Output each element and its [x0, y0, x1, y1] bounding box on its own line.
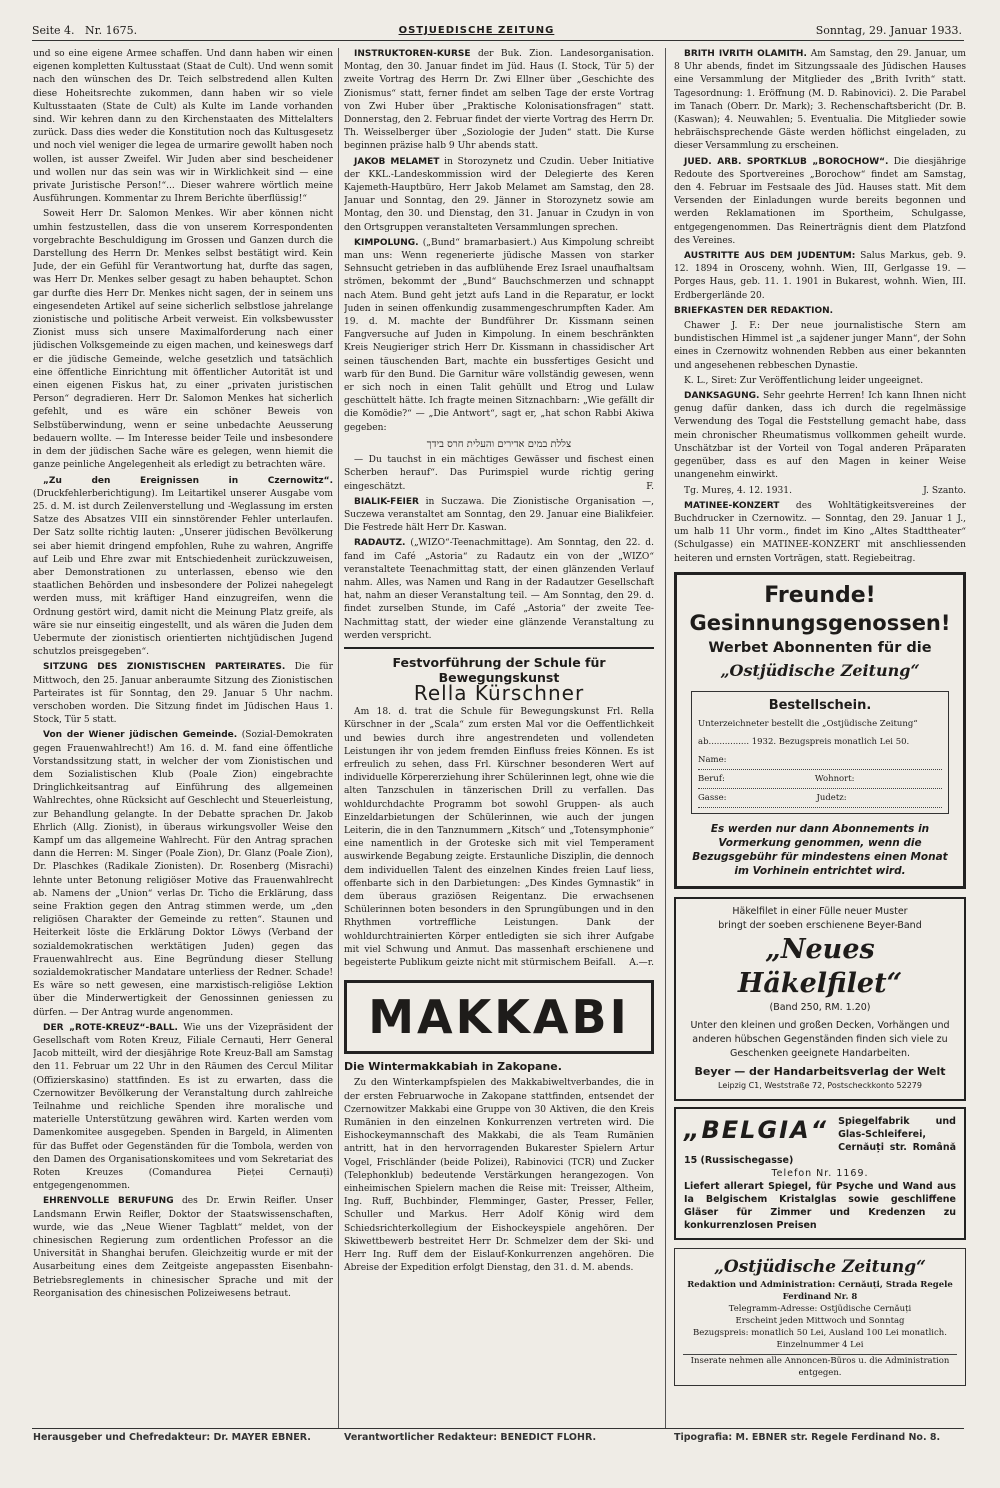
ad-line: Beyer — der Handarbeitsverlag der Welt [694, 1064, 946, 1078]
article [33, 729, 333, 1019]
belgia-logo: „BELGIA“ [684, 1115, 829, 1144]
column-3 [674, 48, 966, 1426]
article [33, 661, 333, 727]
article-heading: SITZUNG DES ZIONISTISCHEN PARTEIRATES. [43, 662, 286, 673]
ad-title: „Neues Häkelfilet“ [737, 933, 903, 999]
article-signature: F. [646, 481, 654, 492]
article [33, 1022, 333, 1194]
article-heading: BRITH IVRITH OLAMITH. [684, 49, 807, 59]
article-heading: KIMPOLUNG. [354, 237, 419, 248]
article [674, 305, 966, 318]
article-text: Soweit Herr Dr. Salomon Menkes. Wir aber können nicht umhin festzustellen, dass die von unserem Korrespondenten vorgebrachte Beschuldigung im Grossen und Ganzen durch die Darstellung des Herrn Dr. Menkes selbst bestätigt wird. Kein Jude, der ein Gefühl für Verantwortung hat, durfte das sagen, was Herr Dr. Menkes selber gesagt zu haben behauptet. Schon gar durfte dies Herr Dr. Menkes nicht sagen, der in seinem uns eingesendeten Artikel auf seine sicherlich selbstlose jahrelange zionistische und politische Arbeit verweist. Ein volksbewusster Zionist muss sich unsere Maximalforderung nach einer jüdischen Volksgemeinde zu eigen machen, und keineswegs darf er die jüdische Gemeinde, welche gesetzlich und tatsächlich eine öffentliche Einrichtung mit öffentlicher Autorität ist und einen eigenen Fiskus hat, zu einer „privaten juristischen Person“ degradieren. Herr Dr. Salomon Menkes hat sicherlich gefehlt, und es wäre ein schöner Beweis von Selbstüberwindung, wenn er seine unbedachte Aeusserung bedauern wollte. — Im Interesse beider Teile und insbesondere in dem der jüdischen Sache wäre es gelegen, wenn hiemit die ganze peinliche Angelegenheit als erledigt zu betrachten wäre. [33, 209, 333, 471]
footer-printer: Tipografia: M. EBNER str. Regele Ferdinand No. 8. [674, 1432, 941, 1443]
article-text: Am Samstag, den 29. Januar, um 8 Uhr abends, findet im Sitzungssaale des Jüdischen Hauses eine Versammlung der Mitglieder des „Brith Ivrith“ statt. Tagesordnung: 1. Eröffnung (M. D. Rabinovici). 2. Die Parabel im Tanach (Oberr. Dr. Mark); 3. Rechenschaftsbericht (Dr. B. (Kaswan); 4. Neuwahlen; 5. Eventualia. Die Mitglieder sowie hebräischsprechende Gäste werden höflichst eingeladen, zu dieser Versammlung zu erscheinen. [674, 49, 966, 152]
article-text: in Storozynetz und Czudin. Ueber Initiative der KKL.-Landeskommission wird der Delegierte des Keren Kajemeth-Hauptbüro, Herr Jakob Melamet am Samstag, den 28. Januar und Sonntag, den 29. Jänner in Storozynetz sowie am Montag, den 30. und Dienstag, den 31. Januar in Czudyn in von den Ortsgruppen veranstalteten Versammlungen sprechen. [344, 156, 654, 233]
article [344, 496, 654, 536]
article-heading: „Zu den Ereignissen in Czernowitz“. [43, 475, 333, 486]
article-heading: JAKOB MELAMET [354, 156, 440, 167]
ad-line: Telefon Nr. 1169. [771, 1167, 869, 1179]
article [674, 500, 966, 566]
article-heading: Von der Wiener jüdischen Gemeinde. [43, 730, 238, 741]
article [674, 390, 966, 482]
article-signature: A.—r. [629, 958, 654, 968]
paper-title: OSTJUEDISCHE ZEITUNG [398, 24, 555, 36]
article-text: in Suczawa. Die Zionistische Organisation —, Suczewa veranstaltet am Sonntag, den 29. Januar eine Bialikfeier. Die Festrede hält Herr Dr. Kaswan. [344, 496, 654, 534]
ad-line: Erscheint jeden Mittwoch und Sonntag [735, 1315, 905, 1326]
festival-name: Rella Kürschner [413, 680, 585, 705]
paper-info-title: „Ostjüdische Zeitung“ [714, 1256, 926, 1277]
article [344, 237, 654, 435]
hebrew-quote: צללת במים אדירים והעלית חרס בידך [426, 438, 572, 450]
footer-publisher: Herausgeber und Chefredakteur: Dr. MAYER EBNER. [33, 1432, 311, 1443]
column-rule-2 [665, 48, 666, 1428]
ad-line: Leipzig C1, Weststraße 72, Postscheckkonto 52279 [718, 1080, 922, 1090]
field-name: Name: [698, 751, 942, 770]
article-heading: JUED. ARB. SPORTKLUB „BOROCHOW“. [684, 156, 889, 167]
ad-headline-2: Gesinnungsgenossen! [689, 610, 951, 635]
ad-line: Spiegelfabrik und Glas-Schleiferei, Cernăuți str. Română 15 (Russischegasse) [684, 1115, 956, 1166]
article-heading: INSTRUKTOREN-KURSE [354, 49, 471, 59]
letter-signature: Tg. Mureș, 4. 12. 1931. J. Szanto. [674, 485, 966, 498]
article-heading: BRIEFKASTEN DER REDAKTION. [674, 305, 834, 316]
ad-line: Unter den kleinen und großen Decken, Vorhängen und anderen hübschen Gegenständen finden sich viele zu Geschenken geeignete Handarbeiten. [690, 1019, 950, 1059]
header-rule [32, 40, 964, 41]
ad-headline: Freunde! [764, 582, 876, 608]
article [674, 156, 966, 248]
ad-line: Telegramm-Adresse: Ostjüdische Cernăuți [728, 1303, 912, 1314]
article [674, 250, 966, 303]
article-text: des Dr. Erwin Reifler. Unser Landsmann Erwin Reifler, Doktor der Staatswissenschaften, wurde, wie das „Neue Wiener Tagblatt“ meldet, von der chinesischen Regierung zum ordentlichen Professor an die Universität in Shanghai berufen. Gleichzeitig wurde er mit der Ausarbeitung eines dem Zeitgeiste angepassten Eisenbahn-Betriebsreglements in chinesischer Sprache und mit der Reorganisation des chinesischen Polizeiwesens betraut. [33, 1196, 333, 1299]
makkabi-logo-text: MAKKABI [368, 989, 630, 1044]
article-text: (Druckfehlerberichtigung). Im Leitartikel unserer Ausgabe vom 25. d. M. ist durch Zeilenverstellung und -Weglassung im ersten Satze des Absatzes VIII ein sinnstörender Fehler unterlaufen. Der Satz sollte richtig lauten: „Unserer jüdischen Bevölkerung sei aber hiemit dringend empfohlen, Ruhe zu wahren, Angriffe auf Leib und Ehre zwar mit Entschiedenheit zurückzuweisen, aber Demonstrationen zu unterlassen, ebenso wie den staatlichen Behörden und insbesondere der Polizei nahegelegt werden muss, mit kräftiger Hand einzugreifen, wenn die Ordnung gestört wird, damit nicht die Meinung Platz greife, als wäre sie nur einseitig eingestellt, und als wären die Juden dem Uebermute der zionistisch orientierten nichtjüdischen Jugend schutzlos preisgegeben“. [33, 488, 333, 658]
issue-date: Sonntag, 29. Januar 1933. [815, 23, 962, 37]
article-text: — Du tauchst in ein mächtiges Gewässer und fischest einen Scherben herauf“. Das Purimspiel wurde richtig gering eingeschätzt. F. [344, 454, 654, 494]
article-heading: DER „ROTE-KREUZ“-BALL. [43, 1022, 178, 1033]
haekelfilet-ad [674, 897, 966, 1101]
paper-info-box [674, 1248, 966, 1386]
article-text: Am 18. d. trat die Schule für Bewegungskunst Frl. Rella Kürschner in der „Scala“ zum ersten Mal vor die Oeffentlichkeit und bewies durch ihre angestrendeten und vollendeten Leistungen ihr von jedem fremden Einfluss freies Können. Es ist erfreulich zu sehen, dass Frl. Kürschner besonderen Wert auf individuelle Körpererziehung ihrer Schülerinnen legt, ohne wie die alten Tanzschulen in tänzerischen Drill zu verfallen. Das wohldurchdachte Programm bot sowohl Gruppen- als auch Einzeldarbietungen der Schülerinnen, wie auch der jungen Leiterin, die in den Tanznummern „Kitsch“ und „Totensymphonie“ eine namentlich in der Groteske sich mit viel Temperament auswirkende Begabung zeigte. Erstaunliche Disziplin, die dennoch dem individuellen Talent des einzelnen Kindes freien Lauf liess, offenbarte sich in den Darbietungen: „Des Kindes Gymnastik“ in dem überaus graziösen Reigentanz. Die erwachsenen Schülerinnen boten besonders in den Sprungübungen und in den Rhythmen vortreffliche Leistungen. Dank der wohldurchtrainierten Körper entledigten sie sich ihrer Aufgabe mit viel Schwung und Anmut. Das massenhaft erschienene und begeisterte Publikum geizte nicht mit stürmischem Beifall. A.—r. [344, 706, 654, 970]
article-text: K. L., Siret: Zur Veröffentlichung leider ungeeignet. [684, 375, 924, 386]
article-text: und so eine eigene Armee schaffen. Und dann haben wir einen eigenen kompletten Kultusstaat (Staat de Cult). Und wenn somit nach den wünschen des Dr. Teich selbstredend allen Kulten diese Hoheitsrechte zukommen, dann haben wir so viele Kultusstaaten (State de Cult) als Kulte im Lande vorhanden sind. Wir kehren dann zu den Kirchenstaaten des Mittelalters zurück. Dass dies weder die Konstitution noch das Kultusgesetz und noch viel weniger die legea de urmarire gewollt haben noch wollen, ist ausser Zweifel. Wir Juden aber sind bescheidener und wollen nur das sein was wir in Wirklichkeit sind — eine private Juristische Person!“... Dieser wahrere wörtlich meine Ausführungen. Kommentar zu Ihrem Berichte überflüssig!“ [33, 49, 333, 205]
order-form [691, 691, 949, 814]
article-text: („WIZO“-Teenachmittage). Am Sonntag, den 22. d. fand im Café „Astoria“ zu Radautz ein von der „WIZO“ veranstaltete Teenachmittag statt, der einen glänzenden Verlauf nahm. Alles, was Namen und Rang in der Radautzer Gesellschaft hat, nahm an dieser Veranstaltung teil. — Am Sonntag, den 29. d. findet zurselben Stunde, im Café „Astoria“ der zweite Tee-Nachmittag statt, der wieder eine glänzende Veranstaltung zu werden verspricht. [344, 538, 654, 641]
ad-line: bringt der soeben erschienene Beyer-Band [718, 919, 922, 931]
article [33, 1195, 333, 1301]
section-rule [344, 647, 654, 649]
article [344, 537, 654, 643]
article-text: Wie uns der Vizepräsident der Gesellschaft vom Roten Kreuz, Filiale Cernauti, Herr General Jacob mitteilt, wird der diesjährige Rote Kreuz-Ball am Samstag den 11. Februar um 22 Uhr in den Räumen des Cercul Militar (Offizierskasino) stattfinden. Es ist zu erwarten, dass die Czernowitzer Bevölkerung der Veranstaltung durch zahlreiche Teilnahme und reichliche Spenden ihre moralische und materielle Unterstützung gewähren wird. Karten werden vom Damenkomitee ausgegeben. Spenden in Bargeld, in Alimenten für das Buffet oder Gegenständen für die Tombola, werden von den Damen des Organisationskomitees und vom Sekretariat des Roten Kreuzes (Comandurea Pieței Cernauți) entgegengenommen. [33, 1022, 333, 1192]
column-rule-1 [338, 48, 339, 1428]
belgia-ad [674, 1107, 966, 1240]
article-text: Zu den Winterkampfspielen des Makkabiweltverbandes, die in der ersten Februarwoche in Zakopane stattfinden, entsendet der Czernowitzer Makkabi eine Gruppe von 30 Aktiven, die den Kreis Rumänien in den einzelnen Konkurrenzen vertreten wird. Die Eishockeymannschaft des Makkabi, die als Team Rumänien antritt, hat in den hervorragenden Bukarester Spielern Artur Vogel, Frischländer (beide Polizei), Rabinovici (TCR) und Zucker (Telephonklub) bedeutende Verstärkungen herangezogen. Von einheimischen Spielern machen die Reise mit: Treisser, Altheim, Ing. Ruff, Buchbinder, Flemminger, Gaster, Presser, Feller, Schuller und Markus. Herr Adolf König wird dem Schiedsrichterkollegium der Eishockeyspiele angehören. Der Skiwettbewerb bestreitet Herr Dr. Schmelzer dem der Ski- und Herr Ing. Ruff dem der Eislauf-Konkurrenzen angehören. Die Abreise der Expedition erfolgt Dienstag, den 31. d. M. abends. [344, 1078, 654, 1274]
article [344, 156, 654, 235]
article-heading: RADAUTZ. [354, 538, 406, 549]
article-heading: AUSTRITTE AUS DEM JUDENTUM: [684, 251, 856, 262]
field-row: Gasse: Judetz: [698, 789, 942, 808]
ad-line: Bezugspreis: monatlich 50 Lei, Ausland 100 Lei monatlich. Einzelnummer 4 Lei [693, 1327, 947, 1350]
article-text: (Sozial-Demokraten gegen Frauenwahlrecht!) Am 16. d. M. fand eine öffentliche Vorstandssitzung statt, in welcher der vom Zionistischen und dem Sozialistischen Klub (Poale Zion) eingebrachte Dringlichkeitsantrag auf Einführung des allgemeinen Wahlrechtes, ohne Rücksicht auf Geschlecht und Steuerleistung, zur Behandlung gelangte. In der Debatte sprachen Dr. Jakob Ehrlich (Allg. Zionist), in überaus wirkungsvoller Weise den Kampf um das allgemeine Wahlrecht. Für den Antrag sprachen dann die Herren: M. Singer (Poale Zion), Dr. Glanz (Poale Zion), Dr. Plaschkes (Radikale Zionisten). Dr. Rosenberg (Misrachi) lehnte unter Betonung religiöser Motive das Frauenwahlrecht ab. Namens der „Union“ verlas Dr. Ticho die Erklärung, dass seine Fraktion gegen den Antrag stimmen werde, um „den religiösen Charakter der Gemeinde zu retten“. Staunen und Heiterkeit löste die Erklärung Doktor Löwys (Verband der sozialdemokratischen werktätigen Juden) gegen das Frauenwahlrecht aus. Eine Begründung dieser Stellung sozialdemokratischer Mandatare unterliess der Redner. Schade! Es wäre so nett gewesen, eine marxistisch-religiöse Lektion über die Minderwertigkeit der Genossinnen geniessen zu dürfen. — Der Antrag wurde angenommen. [33, 730, 333, 1018]
article-heading: BIALIK-FEIER [354, 496, 419, 507]
makkabi-banner [344, 980, 654, 1054]
footer-editor: Verantwortlicher Redakteur: BENEDICT FLOHR. [344, 1432, 597, 1443]
order-form-title: Bestellschein. [768, 697, 872, 713]
article-text: Salus Markus, geb. 9. 12. 1894 in Orosceny, wohnh. Wien, III, Gerlgasse 19. — Porges Haus, geb. 11. 1. 1901 in Bukarest, wohnh. Wien, III. Erdbergerlände 20. [674, 251, 966, 301]
article-heading: MATINEE-KONZERT [684, 500, 780, 511]
page-number: Seite 4. Nr. 1675. [32, 23, 138, 37]
article [674, 48, 966, 154]
ad-line: Häkelfilet in einer Fülle neuer Muster [732, 905, 908, 917]
footer-rule [32, 1428, 964, 1429]
column-1 [33, 48, 333, 1426]
ad-line: Inserate nehmen alle Annoncen-Büros u. die Administration entgegen. [683, 1354, 957, 1379]
makkabi-subheading: Die Wintermakkabiah in Zakopane. [344, 1060, 562, 1074]
article-text: Sehr geehrte Herren! Ich kann Ihnen nicht genug dafür danken, dass ich durch die regelmässige Verwendung des Togal die Feststellung gemacht habe, dass mein chronischer Rheumatismus vollkommen geheilt wurde. Unschätzbar ist der Vorteil von Togal anderen Präparaten gegenüber, dass es auf den Magen in keiner Weise unangenehm einwirkt. [674, 391, 966, 481]
ad-paper-name: „Ostjüdische Zeitung“ [720, 660, 920, 680]
article-text: („Bund“ bramarbasiert.) Aus Kimpolung schreibt man uns: Wenn regenerierte jüdische Massen von starker Sehnsucht getrieben in das aufblühende Erez Israel unaufhaltsam strömen, bekommt der „Bund“ Bauchschmerzen und schnappt nach Atem. Bund geht jetzt aufs Land in die Reparatur, er lockt Juden in seinen offenkundig zusammengeschrumpften Kader. Am 19. d. M. machte der Bundführer Dr. Kissmann seinen Fangversuche auf Juden in Kimpolung. In einem beschränkten Kreis Neugieriger strich Herr Dr. Kissmann in chassidischer Art seinen täuschenden Bart, machte ein bussfertiges Gesicht und warb für den Bund. Die Garnitur wäre vollständig gewesen, wenn er sich noch in einen Talit gehüllt und Etrog und Lulaw geschüttelt hätte. Ich fragte meinen Sitznachbarn: „Wie gefällt dir die Komödie?“ — „Die Antwort“, sagt er, „hat schon Rabbi Akiwa gegeben: [344, 237, 654, 433]
article-text: Chawer J. F.: Der neue journalistische Stern am bundistischen Himmel ist „a sajdener junger Mann“, der Sohn eines in Czernowitz wohnenden Rebben aus einer bekannten und angesehenen rebbeschen Dynastie. [674, 321, 966, 371]
ad-tagline: Werbet Abonnenten für die [708, 639, 932, 656]
field-row: Beruf: Wohnort: [698, 770, 942, 789]
subscription-note: Es werden nur dann Abonnements in Vormerkung genommen, wenn die Bezugsgebühr für mindestens einen Monat im Vorhinein entrichtet wird. [692, 822, 948, 877]
article-text: Die diesjährige Redoute des Sportvereines „Borochow“ findet am Samstag, den 4. Februar im Festsaale des Jüd. Hauses statt. Mit dem Versenden der Einladungen wurde bereits begonnen und werden Reklamationen im Sportheim, Schulgasse, entgegengenommen. Das Reinerträgnis dient dem Platzfond des Vereines. [674, 156, 966, 246]
order-line: Unterzeichneter bestellt die „Ostjüdische Zeitung“ [698, 718, 918, 729]
subscription-ad [674, 572, 966, 889]
page-header [32, 22, 962, 38]
order-line: ab............... 1932. Bezugspreis monatlich Lei 50. [698, 736, 910, 747]
issue-number: Nr. 1675. [85, 23, 138, 37]
festival-title: Festvorführung der Schule für Bewegungskunst [392, 654, 606, 685]
article-text: Die für Mittwoch, den 25. Januar anberaumte Sitzung des Zionistischen Parteirates ist für Sonntag, den 29. Januar 5 Uhr nachm. verschoben worden. Die Sitzung findet im Jüdischen Haus 1. Stock, Tür 5 statt. [33, 662, 333, 726]
article [344, 48, 654, 154]
signer-name: J. Szanto. [923, 485, 966, 496]
article-heading: EHRENVOLLE BERUFUNG [43, 1196, 174, 1207]
ad-line: Redaktion und Administration: Cernăuți, Strada Regele Ferdinand Nr. 8 [687, 1279, 953, 1302]
article-heading: DANKSAGUNG. [684, 391, 760, 402]
article-text: der Buk. Zion. Landesorganisation. Montag, den 30. Januar findet im Jüd. Haus (I. Stock, Tür 5) der zweite Vortrag des Herrn Dr. Zwi Ellner über „Geschichte des Zionismus“ statt, ferner findet am selben Tage der erste Vortrag von Zwi Huber über „Praktische Kolonisationsfragen“ statt. Donnerstag, den 2. Februar findet der vierte Vortrag des Herrn Dr. Th. Weisselberger über „Soziologie der Juden“ statt. Die Kurse beginnen präzise halb 9 Uhr abends statt. [344, 49, 654, 152]
article-text: des Wohltätigkeitsvereines der Buchdrucker in Czernowitz. — Sonntag, den 29. Januar 1 J., um halb 11 Uhr vorm., findet im Kino „Altes Stadttheater“ (Schulgasse) ein MATINEE-KONZERT mit anschliessenden heiteren und ernsten Vorträgen, statt. Regiebeitrag. [674, 500, 966, 564]
ad-line: Liefert allerart Spiegel, für Psyche und Wand aus Ia Belgischem Kristalglas sowie geschliffene Gläser für Zimmer und Kredenzen zu konkurrenzlosen Preisen [684, 1180, 956, 1231]
article [33, 475, 333, 660]
column-2 [344, 48, 654, 1426]
ad-line: (Band 250, RM. 1.20) [769, 1001, 871, 1013]
